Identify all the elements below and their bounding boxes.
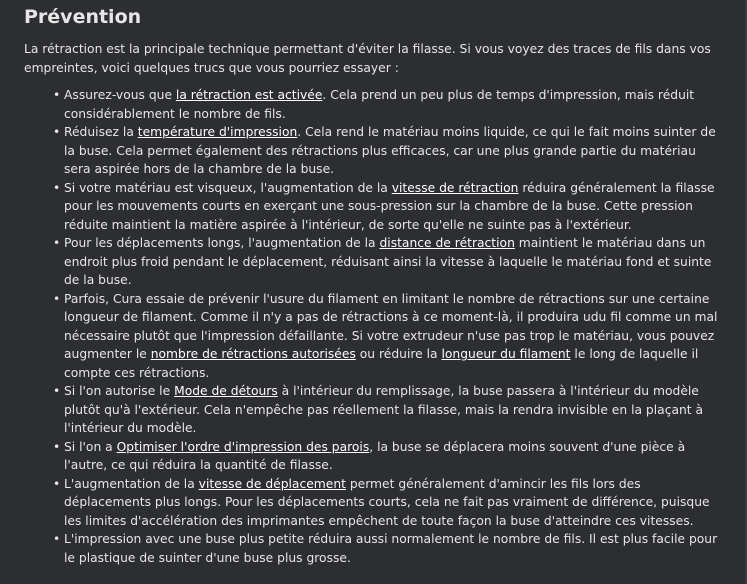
- intro-paragraph: La rétraction est la principale technique permettant d'éviter la filasse. Si vous voyez des traces de fils dans vos empreintes, voici quelques trucs que vous pourriez essayer :: [24, 42, 711, 75]
- bullet-icon: •: [53, 88, 61, 102]
- list-item: • Si l'on a Optimiser l'ordre d'impression des parois, la buse se déplacera moins souvent d'une pièce à l'autre, ce qui réduira la quantité de filasse.: [53, 439, 686, 472]
- list-item: • L'augmentation de la vitesse de déplacement permet généralement d'amincir les fils lors des déplacements plus longs. Pour les déplacements courts, cela ne fait pas vraiment de différence, puisque les limites d'accélération des imprimantes empêchent de toute façon la buse d'atteindre ces vitesses.: [53, 476, 710, 528]
- bullet-icon: •: [53, 476, 61, 491]
- list-item: • Réduisez la température d'impression. Cela rend le matériau moins liquide, ce qui le fait moins suinter de la buse. Cela permet également des rétractions plus efficaces, car une plus grande partie du matériau sera aspirée hors de la chambre de la buse.: [53, 125, 716, 176]
- print-temperature-link[interactable]: température d'impression: [137, 125, 298, 139]
- retraction-enabled-link[interactable]: la rétraction est activée: [175, 88, 323, 102]
- section-title: Prévention: [24, 6, 142, 28]
- retraction-distance-link[interactable]: distance de rétraction: [379, 236, 515, 250]
- filament-length-link[interactable]: longueur du filament: [441, 347, 571, 361]
- tips-list: [24, 86, 723, 567]
- bullet-icon: •: [53, 236, 61, 250]
- travel-speed-link[interactable]: vitesse de déplacement: [198, 476, 346, 491]
- list-item: • Si votre matériau est visqueux, l'augmentation de la vitesse de rétraction réduira généralement la filasse pour les mouvements courts en exerçant une sous-pression sur la chambre de la buse. Cette pression réduite maintient la matière aspirée à l'intérieur, de sorte qu'elle ne suinte pas à l'extérieur.: [53, 180, 715, 232]
- bullet-icon: •: [53, 291, 61, 306]
- optimize-wall-order-link[interactable]: Optimiser l'ordre d'impression des parois: [116, 439, 370, 454]
- list-item: • Si l'on autorise le Mode de détours à l'intérieur du remplissage, la buse passera à l'intérieur du modèle plutôt qu'à l'extérieur. Cela n'empêche pas réellement la filasse, mais la rendra invisible en la plaçant à l'intérieur du modèle.: [53, 384, 704, 435]
- bullet-icon: •: [53, 125, 61, 139]
- bullet-icon: •: [53, 384, 61, 398]
- combing-mode-link[interactable]: Mode de détours: [174, 384, 278, 398]
- bullet-icon: •: [53, 180, 61, 195]
- list-item: • L'impression avec une buse plus petite réduira aussi normalement le nombre de fils. Il est plus facile pour le plastique de suinter d'une buse plus grosse.: [53, 532, 718, 565]
- list-item: • Assurez-vous que la rétraction est activée. Cela prend un peu plus de temps d'impression, mais réduit considérablement le nombre de fils.: [53, 88, 695, 121]
- list-item: • Pour les déplacements longs, l'augmentation de la distance de rétraction maintient le matériau dans un endroit plus froid pendant le déplacement, réduisant ainsi la vitesse à laquelle le matériau fond et suinte de la buse.: [53, 236, 712, 287]
- bullet-icon: •: [53, 439, 61, 454]
- retraction-speed-link[interactable]: vitesse de rétraction: [391, 180, 519, 195]
- bullet-icon: •: [53, 532, 61, 546]
- max-retraction-count-link[interactable]: nombre de rétractions autorisées: [150, 347, 356, 361]
- list-item: • Parfois, Cura essaie de prévenir l'usure du filament en limitant le nombre de rétractions sur une certaine longueur de filament. Comme il n'y a pas de rétractions à ce moment-là, il produira udu fil comme un mal nécessaire plutôt que l'impression défaillante. Si votre extrudeur n'use pas trop le matériau, vous pouvez augmenter le nombre de rétractions autorisées ou réduire la longueur du filament le long de laquelle il compte ces rétractions.: [53, 291, 718, 380]
